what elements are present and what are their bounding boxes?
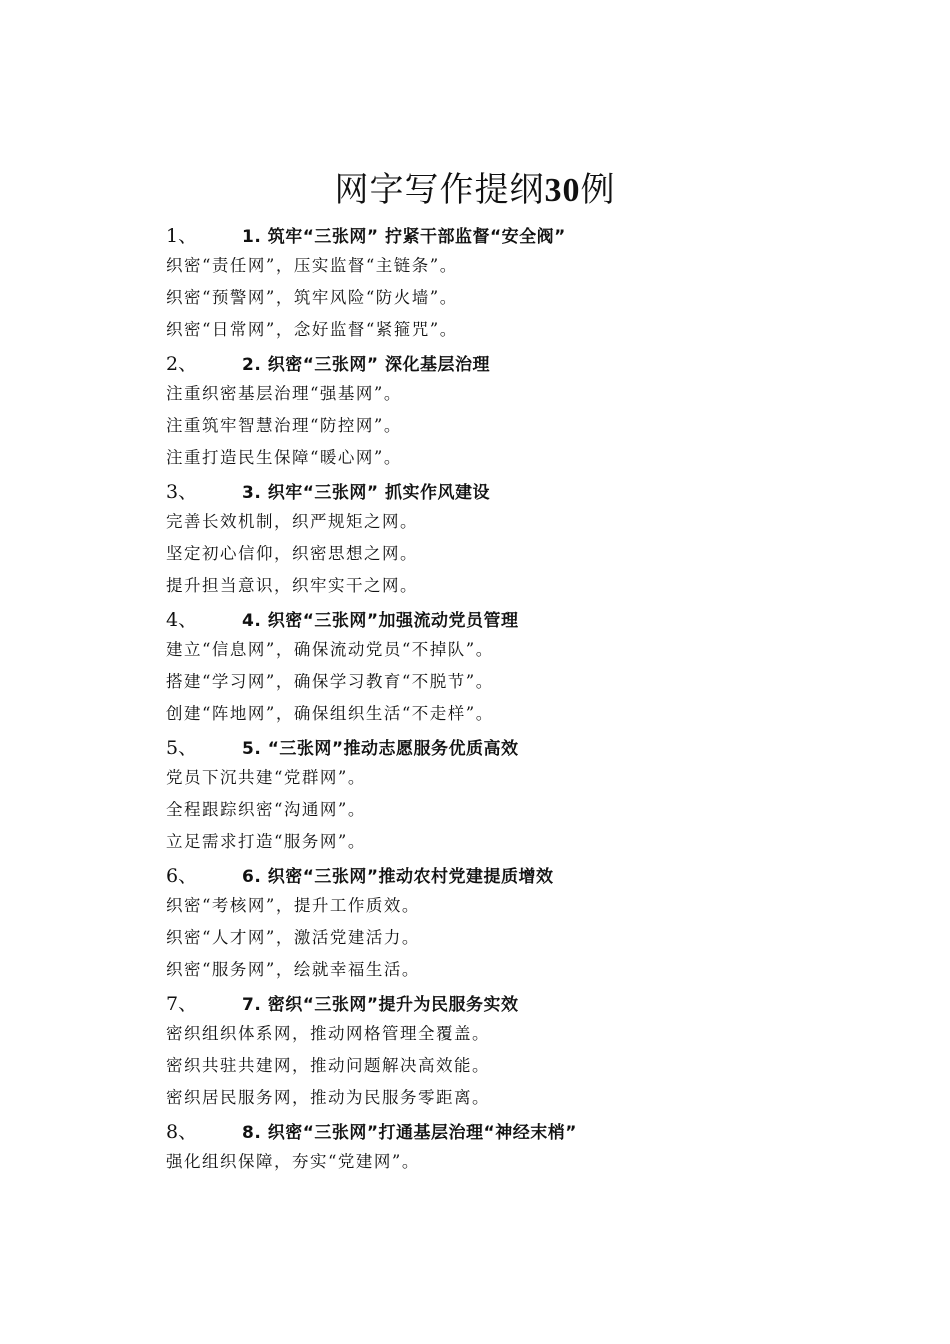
section-point: 注重筑牢智慧治理“防控网”。 xyxy=(166,416,402,435)
document-title-text: 网字写作提纲 xyxy=(334,170,545,210)
outline-section xyxy=(166,218,886,346)
section-heading: 7. 密织“三张网”提升为民服务实效 xyxy=(242,994,519,1015)
section-heading-row xyxy=(166,730,886,762)
section-index: 3、 xyxy=(166,480,198,503)
section-heading: 1. 筑牢“三张网” 拧紧干部监督“安全阀” xyxy=(242,226,566,247)
section-point: 织密“日常网”，念好监督“紧箍咒”。 xyxy=(166,320,458,339)
section-point: 全程跟踪织密“沟通网”。 xyxy=(166,800,366,819)
outline-section xyxy=(166,858,886,986)
section-heading-row xyxy=(166,602,886,634)
section-point: 立足需求打造“服务网”。 xyxy=(166,832,366,851)
section-point: 织密“责任网”，压实监督“主链条”。 xyxy=(166,256,458,275)
section-index: 4、 xyxy=(166,608,198,631)
document-title-number: 30 xyxy=(544,172,581,209)
section-heading-row xyxy=(166,986,886,1018)
section-point: 注重打造民生保障“暖心网”。 xyxy=(166,448,402,467)
section-heading-row xyxy=(166,218,886,250)
section-point: 提升担当意识，织牢实干之网。 xyxy=(166,576,418,595)
outline-section xyxy=(166,986,886,1114)
section-index: 6、 xyxy=(166,864,198,887)
outline-section xyxy=(166,1114,886,1178)
section-point: 党员下沉共建“党群网”。 xyxy=(166,768,366,787)
section-index: 1、 xyxy=(166,224,198,247)
section-point: 搭建“学习网”，确保学习教育“不脱节”。 xyxy=(166,672,494,691)
section-heading: 5. “三张网”推动志愿服务优质高效 xyxy=(242,738,519,759)
section-heading-row xyxy=(166,1114,886,1146)
document-title xyxy=(0,166,950,215)
section-heading-row xyxy=(166,474,886,506)
section-index: 2、 xyxy=(166,352,198,375)
section-heading-row xyxy=(166,346,886,378)
section-index: 7、 xyxy=(166,992,198,1015)
outline-section xyxy=(166,474,886,602)
section-point: 注重织密基层治理“强基网”。 xyxy=(166,384,402,403)
section-point: 织密“人才网”，激活党建活力。 xyxy=(166,928,420,947)
section-point: 织密“考核网”，提升工作质效。 xyxy=(166,896,420,915)
section-point: 密织共驻共建网，推动问题解决高效能。 xyxy=(166,1056,490,1075)
section-heading: 3. 织牢“三张网” 抓实作风建设 xyxy=(242,482,490,503)
section-heading-row xyxy=(166,858,886,890)
section-heading: 8. 织密“三张网”打通基层治理“神经末梢” xyxy=(242,1122,577,1143)
section-heading: 6. 织密“三张网”推动农村党建提质增效 xyxy=(242,866,554,887)
section-point: 完善长效机制，织严规矩之网。 xyxy=(166,512,418,531)
section-point: 密织居民服务网，推动为民服务零距离。 xyxy=(166,1088,490,1107)
outline-section xyxy=(166,602,886,730)
outline-section xyxy=(166,730,886,858)
section-point: 密织组织体系网，推动网格管理全覆盖。 xyxy=(166,1024,490,1043)
section-point: 建立“信息网”，确保流动党员“不掉队”。 xyxy=(166,640,494,659)
section-index: 8、 xyxy=(166,1120,198,1143)
section-point: 坚定初心信仰，织密思想之网。 xyxy=(166,544,418,563)
section-point: 织密“服务网”，绘就幸福生活。 xyxy=(166,960,420,979)
outline-section xyxy=(166,346,886,474)
section-index: 5、 xyxy=(166,736,198,759)
section-heading: 4. 织密“三张网”加强流动党员管理 xyxy=(242,610,519,631)
section-point: 强化组织保障，夯实“党建网”。 xyxy=(166,1152,420,1171)
section-point: 织密“预警网”，筑牢风险“防火墙”。 xyxy=(166,288,458,307)
outline-content xyxy=(166,218,886,1178)
document-title-suffix: 例 xyxy=(580,170,616,210)
section-point: 创建“阵地网”，确保组织生活“不走样”。 xyxy=(166,704,494,723)
section-heading: 2. 织密“三张网” 深化基层治理 xyxy=(242,354,490,375)
